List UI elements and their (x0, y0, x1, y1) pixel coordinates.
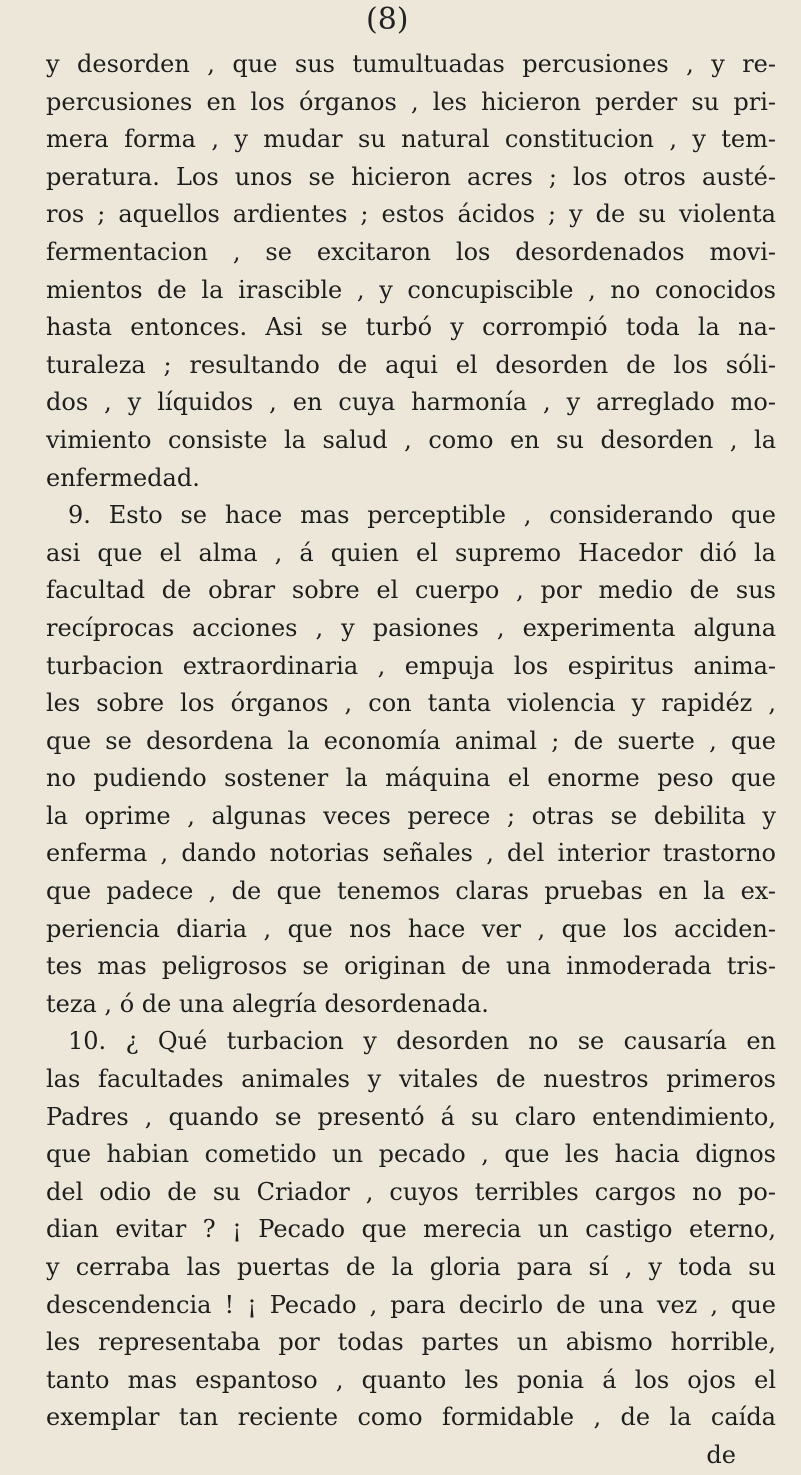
text-line: hasta entonces. Asi se turbó y corrompió toda la na- (46, 313, 776, 342)
text-line: no pudiendo sostener la máquina el enorme peso que (46, 764, 776, 793)
text-line: fermentacion , se excitaron los desordenados movi- (46, 237, 776, 266)
text-line: las facultades animales y vitales de nuestros primeros (46, 1065, 776, 1094)
text-line: que se desordena la economía animal ; de suerte , que (46, 726, 776, 755)
text-line: turbacion extraordinaria , empuja los espiritus anima- (46, 651, 776, 680)
text-line: ros ; aquellos ardientes ; estos ácidos ; y de su violenta (46, 200, 776, 229)
text-line: del odio de su Criador , cuyos terribles cargos no po- (46, 1177, 776, 1206)
text-line: peratura. Los unos se hicieron acres ; los otros austé- (46, 162, 776, 191)
text-line: y desorden , que sus tumultuadas percusiones , y re- (46, 50, 776, 78)
text-line: teza , ó de una alegría desordenada. (46, 989, 489, 1018)
text-line: enferma , dando notorias señales , del interior trastorno (46, 839, 776, 868)
page-number: (8) (366, 2, 409, 37)
text-line: y cerraba las puertas de la gloria para sí , y toda su (46, 1253, 776, 1281)
text-line: 10. ¿ Qué turbacion y desorden no se causaría en (68, 1027, 776, 1056)
text-line: asi que el alma , á quien el supremo Hacedor dió la (46, 538, 776, 567)
text-line: facultad de obrar sobre el cuerpo , por medio de sus (46, 576, 776, 605)
text-line: enfermedad. (46, 463, 200, 492)
text-line: que habian cometido un pecado , que les hacia dignos (46, 1140, 776, 1169)
text-line: dian evitar ? ¡ Pecado que merecia un castigo eterno, (46, 1215, 776, 1244)
text-line: que padece , de que tenemos claras pruebas en la ex- (46, 877, 776, 906)
text-line: tanto mas espantoso , quanto les ponia á los ojos el (46, 1365, 776, 1394)
text-line: recíprocas acciones , y pasiones , experimenta alguna (46, 613, 776, 642)
text-line: periencia diaria , que nos hace ver , que los acciden- (46, 914, 776, 943)
text-line: exemplar tan reciente como formidable , de la caída (46, 1403, 776, 1432)
text-line: 9. Esto se hace mas perceptible , considerando que (68, 501, 776, 530)
text-line: les sobre los órganos , con tanta violencia y rapidéz , (46, 689, 776, 718)
text-line: les representaba por todas partes un abismo horrible, (46, 1328, 776, 1357)
catchword: de (706, 1440, 736, 1469)
text-line: percusiones en los órganos , les hicieron perder su pri- (46, 87, 776, 116)
text-line: la oprime , algunas veces perece ; otras se debilita y (46, 801, 776, 830)
text-line: Padres , quando se presentó á su claro entendimiento, (46, 1102, 776, 1131)
text-line: mera forma , y mudar su natural constitucion , y tem- (46, 125, 776, 154)
text-line: descendencia ! ¡ Pecado , para decirlo de una vez , que (46, 1290, 776, 1319)
text-line: dos , y líquidos , en cuya harmonía , y arreglado mo- (46, 388, 776, 417)
body-text (46, 46, 776, 1475)
text-line: vimiento consiste la salud , como en su desorden , la (46, 425, 776, 454)
text-line: mientos de la irascible , y concupiscible , no conocidos (46, 275, 776, 304)
text-line: tes mas peligrosos se originan de una inmoderada tris- (46, 952, 776, 981)
text-line: turaleza ; resultando de aqui el desorden de los sóli- (46, 350, 776, 379)
